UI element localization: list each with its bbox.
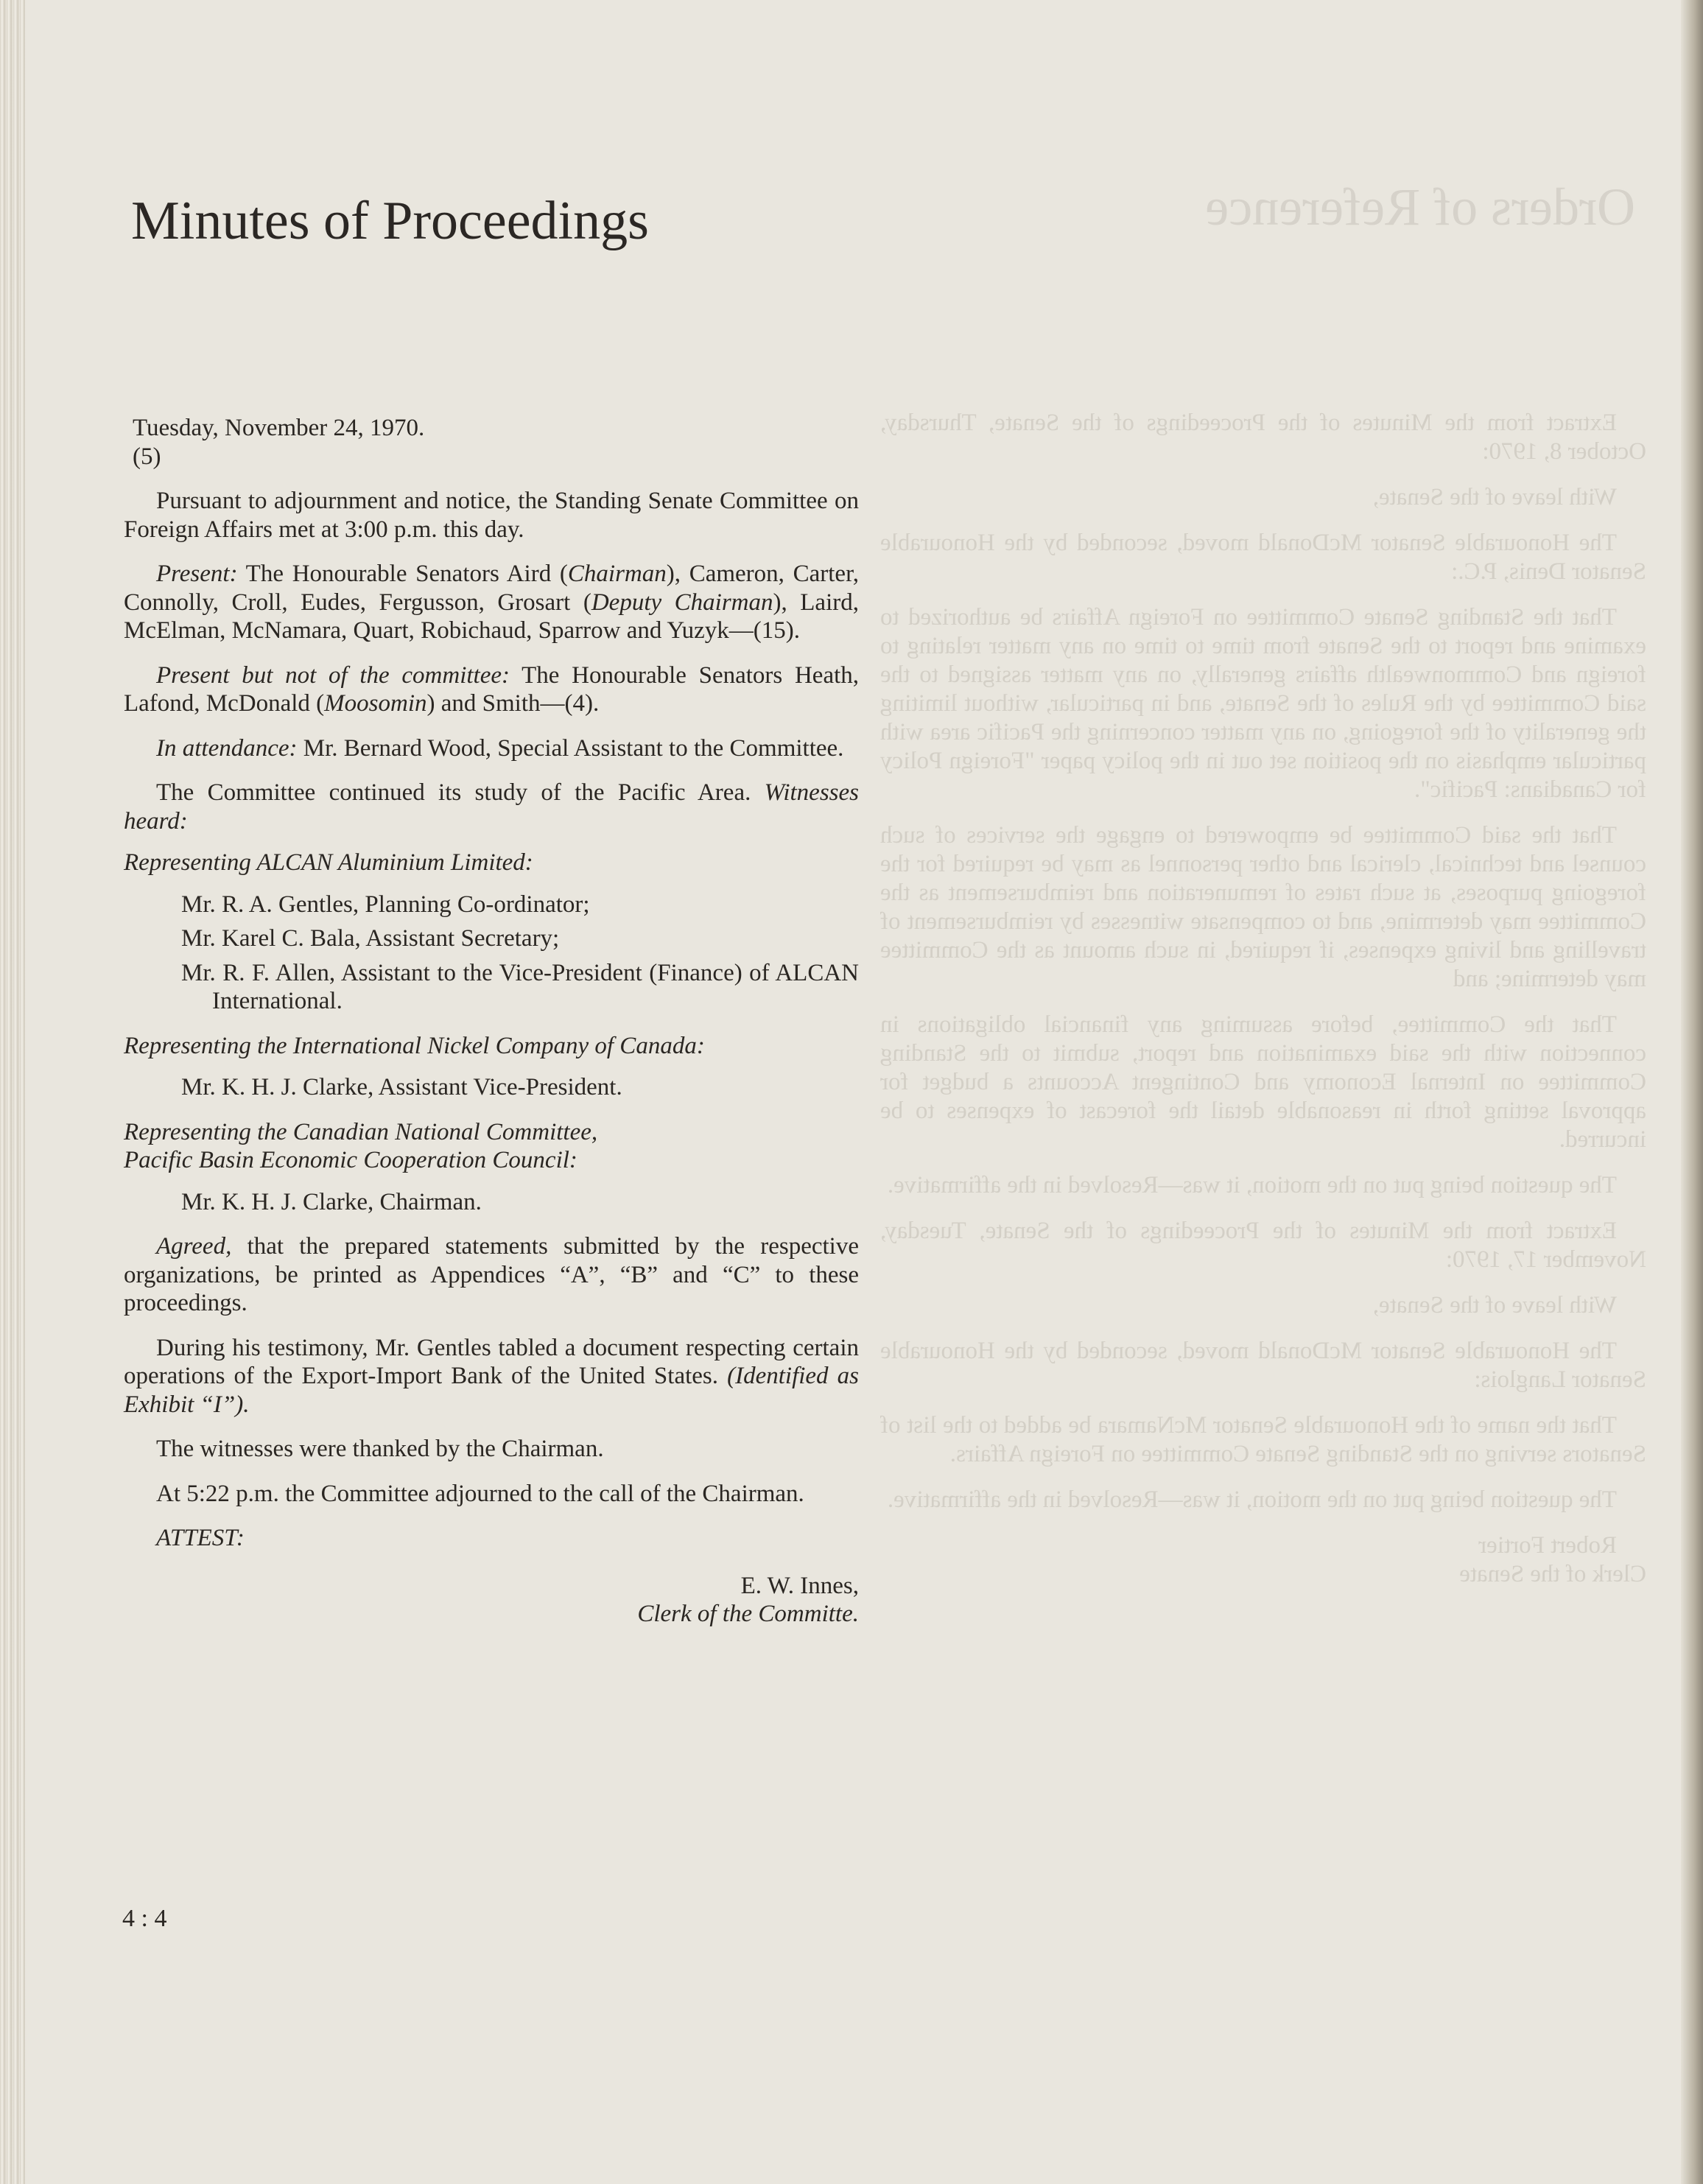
show-through-title: Orders of Reference bbox=[1205, 178, 1635, 236]
intro-paragraph: Pursuant to adjournment and notice, the Standing Senate Committee on Foreign Affairs met at 3:00 p.m. this day. bbox=[124, 488, 859, 543]
study-paragraph: The Committee continued its study of the Pacific Area. Witnesses heard: bbox=[124, 779, 859, 835]
agreed-paragraph: Agreed, that the prepared statements submitted by the respective organizations, be printed as Appendices “A”, “B” and “C” to these proceedings. bbox=[124, 1233, 859, 1316]
witnesses-heard-label: Witnesses heard: bbox=[124, 779, 859, 835]
agreed-label: Agreed, bbox=[156, 1233, 232, 1260]
page-title: Minutes of Proceedings bbox=[131, 191, 649, 251]
present-label: Present: bbox=[156, 561, 238, 587]
pbecc-heading-line2: Pacific Basin Economic Cooperation Council: bbox=[124, 1147, 577, 1173]
attendance-paragraph: In attendance: Mr. Bernard Wood, Special Assistant to the Committee. bbox=[156, 734, 844, 762]
testimony-paragraph: During his testimony, Mr. Gentles tabled a document respecting certain operations of the Export-Import Bank of the United States. (Identified as Exhibit “I”). bbox=[124, 1334, 859, 1418]
thanked-paragraph: The witnesses were thanked by the Chairman. bbox=[156, 1436, 604, 1462]
page-binding-right-edge bbox=[1681, 0, 1703, 2184]
clerk-title: Clerk of the Committe. bbox=[637, 1601, 859, 1627]
present-not-label: Present but not of the committee: bbox=[156, 661, 510, 689]
witness-allen: Mr. R. F. Allen, Assistant to the Vice-President (Finance) of ALCAN International. bbox=[181, 959, 859, 1014]
adjourned-paragraph: At 5:22 p.m. the Committee adjourned to the call of the Chairman. bbox=[156, 1480, 804, 1507]
meeting-date: Tuesday, November 24, 1970. bbox=[133, 415, 425, 441]
witness-bala: Mr. Karel C. Bala, Assistant Secretary; bbox=[181, 925, 560, 952]
issue-number: (5) bbox=[133, 443, 161, 470]
pbecc-heading-line1: Representing the Canadian National Committee, bbox=[124, 1118, 598, 1145]
page-folio: 4 : 4 bbox=[122, 1905, 167, 1932]
clerk-name: E. W. Innes, bbox=[740, 1572, 859, 1599]
witness-gentles: Mr. R. A. Gentles, Planning Co-ordinator; bbox=[181, 891, 590, 918]
exhibit-note: (Identified as Exhibit “I”). bbox=[124, 1363, 859, 1418]
witness-clarke-inco: Mr. K. H. J. Clarke, Assistant Vice-President. bbox=[181, 1074, 622, 1100]
attendance-label: In attendance: bbox=[156, 734, 298, 762]
page-stack-left-edge bbox=[0, 0, 25, 2184]
present-paragraph: Present: The Honourable Senators Aird (Chairman), Cameron, Carter, Connolly, Croll, Eudes, Fergusson, Grosart (Deputy Chairman), Laird, McElman, McNamara, Quart, Robichaud, Sparrow and Yuzyk—(15). bbox=[124, 561, 859, 644]
show-through-text: Extract from the Minutes of the Proceedings of the Senate, Thursday, October 8, 1970: With leave of the Senate, The Honourable Senator McDonald moved, seconded by the Honourable Senator Denis, P.C.: That the Standing Senate Committee on Foreign Affairs be authorized to examine and report to the Senate from time to time on any matter relating to foreign and Commonwealth affairs generally, on any matter assigned to the said Committee by the Rules of the Senate, and in particular, without limiting the generality of the foregoing, on any matter concerning the Pacific area with particular emphasis on the position set out in the policy paper "Foreign Policy for Canadians: Pacific". That the said Committee be empowered to engage the services of such counsel and technical, clerical and other personnel as may be required for the foregoing purposes, at such rates of remuneration and reimbursement as the Committee may determine, and to compensate witnesses by reimbursement of travelling and living expenses, if required, in such amount as the Committee may determine; and That the Committee, before assuming any financial obligations in connection with the said examination and report, submit to the Standing Committee on Internal Economy and Contingent Accounts a budget for approval setting forth in reasonable detail the forecast of expenses to be incurred. The question being put on the motion, it was—Resolved in the affirmative. Extract from the Minutes of the Proceedings of the Senate, Tuesday, November 17, 1970: With leave of the Senate, The Honourable Senator McDonald moved, seconded by the Honourable Senator Langlois: That the name of the Honourable Senator McNamara be added to the list of Senators serving on the Standing Senate Committee on Foreign Affairs. The question being put on the motion, it was—Resolved in the affirmative. Robert Fortier Clerk of the Senate bbox=[880, 410, 1646, 1587]
minutes-column bbox=[124, 414, 859, 1629]
present-not-member-paragraph: Present but not of the committee: The Honourable Senators Heath, Lafond, McDonald (Moosomin) and Smith—(4). bbox=[124, 661, 860, 717]
attest-label: ATTEST: bbox=[156, 1525, 245, 1551]
witness-clarke-pbecc: Mr. K. H. J. Clarke, Chairman. bbox=[181, 1188, 482, 1215]
alcan-heading: Representing ALCAN Aluminium Limited: bbox=[124, 849, 533, 876]
nickel-heading: Representing the International Nickel Company of Canada: bbox=[124, 1032, 705, 1059]
